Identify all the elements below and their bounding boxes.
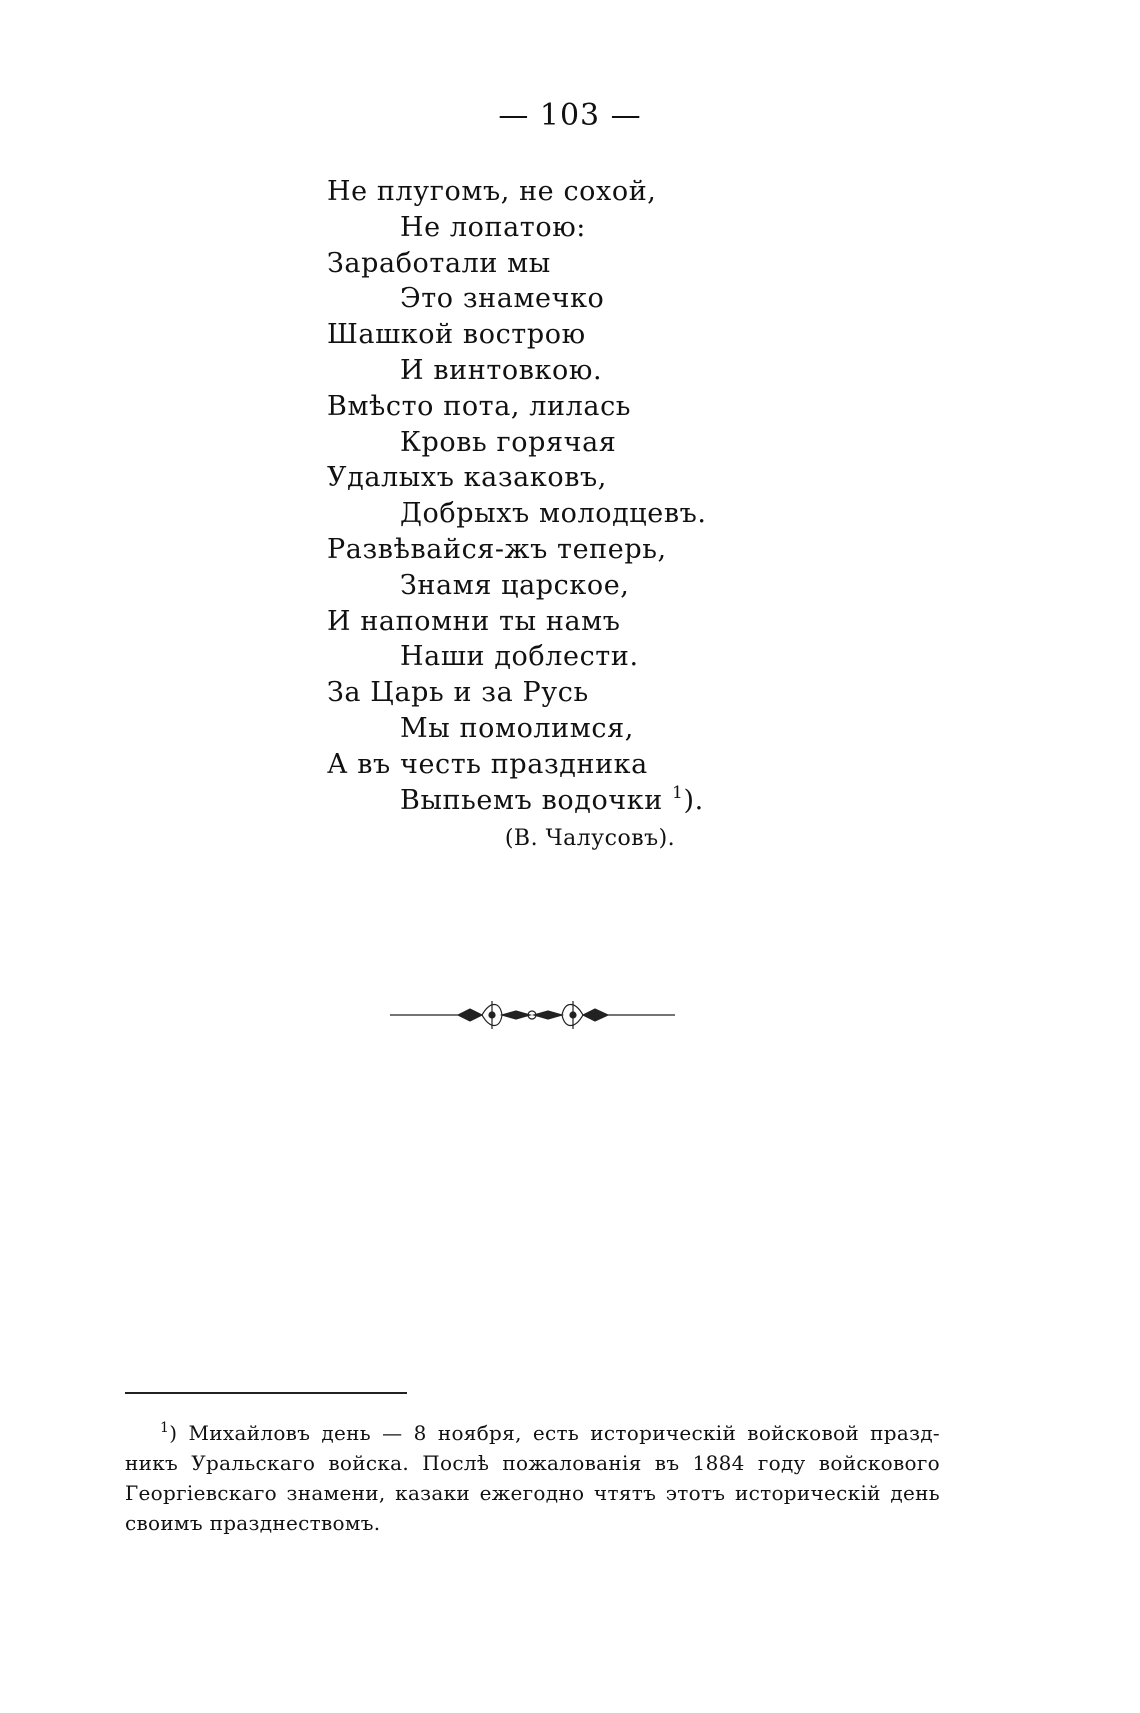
footnote-line: своимъ празднествомъ. (125, 1511, 381, 1535)
verse-line: Не плугомъ, не сохой, (327, 176, 657, 207)
footnote-marker: 1 (160, 1420, 170, 1436)
verse-line: Не лопатою: (400, 211, 587, 243)
verse-line: И винтовкою. (400, 354, 603, 386)
verse-line: Развѣвайся-жъ теперь, (327, 533, 667, 565)
verse-line: Кровь горячая (400, 426, 617, 458)
footnote-reference: 1 (672, 782, 684, 803)
verse-line: А въ честь праздника (327, 748, 648, 780)
poem (327, 174, 707, 818)
page-number: — 103 — (498, 98, 642, 133)
verse-line: Добрыхъ молодцевъ. (400, 498, 707, 530)
verse-line: Шашкой вострою (327, 319, 586, 351)
footnote-line (125, 1418, 940, 1448)
verse-line: Вмѣсто пота, лилась (327, 390, 632, 422)
footnote-line: Георгіевскаго знамени, казаки ежегодно чтятъ этотъ историческій день (125, 1481, 940, 1505)
verse-line: Мы помолимся, (400, 712, 634, 744)
footnote-rule (125, 1392, 407, 1394)
verse-line: Заработали мы (327, 247, 551, 279)
verse-line-tail: ). (683, 784, 704, 816)
verse-line-text: Выпьемъ водочки (400, 784, 663, 816)
footnote-text: ) Михайловъ день — 8 ноября, есть историческій войсковой празд- (169, 1421, 940, 1445)
ornament-divider (390, 995, 675, 1035)
verse-line: Это знамечко (400, 283, 605, 315)
verse-line-last (327, 783, 707, 819)
author-signature: (В. Чалусовъ). (504, 826, 676, 851)
footnote-line: никъ Уральскаго войска. Послѣ пожалованія въ 1884 году войскового (125, 1451, 940, 1475)
footnote (125, 1418, 940, 1538)
verse-line: Наши доблести. (400, 641, 639, 673)
verse-line: Удалыхъ казаковъ, (327, 462, 607, 494)
verse-line: И напомни ты намъ (327, 605, 621, 637)
verse-line: Знамя царское, (400, 569, 630, 601)
verse-line: За Царь и за Русь (327, 677, 589, 709)
